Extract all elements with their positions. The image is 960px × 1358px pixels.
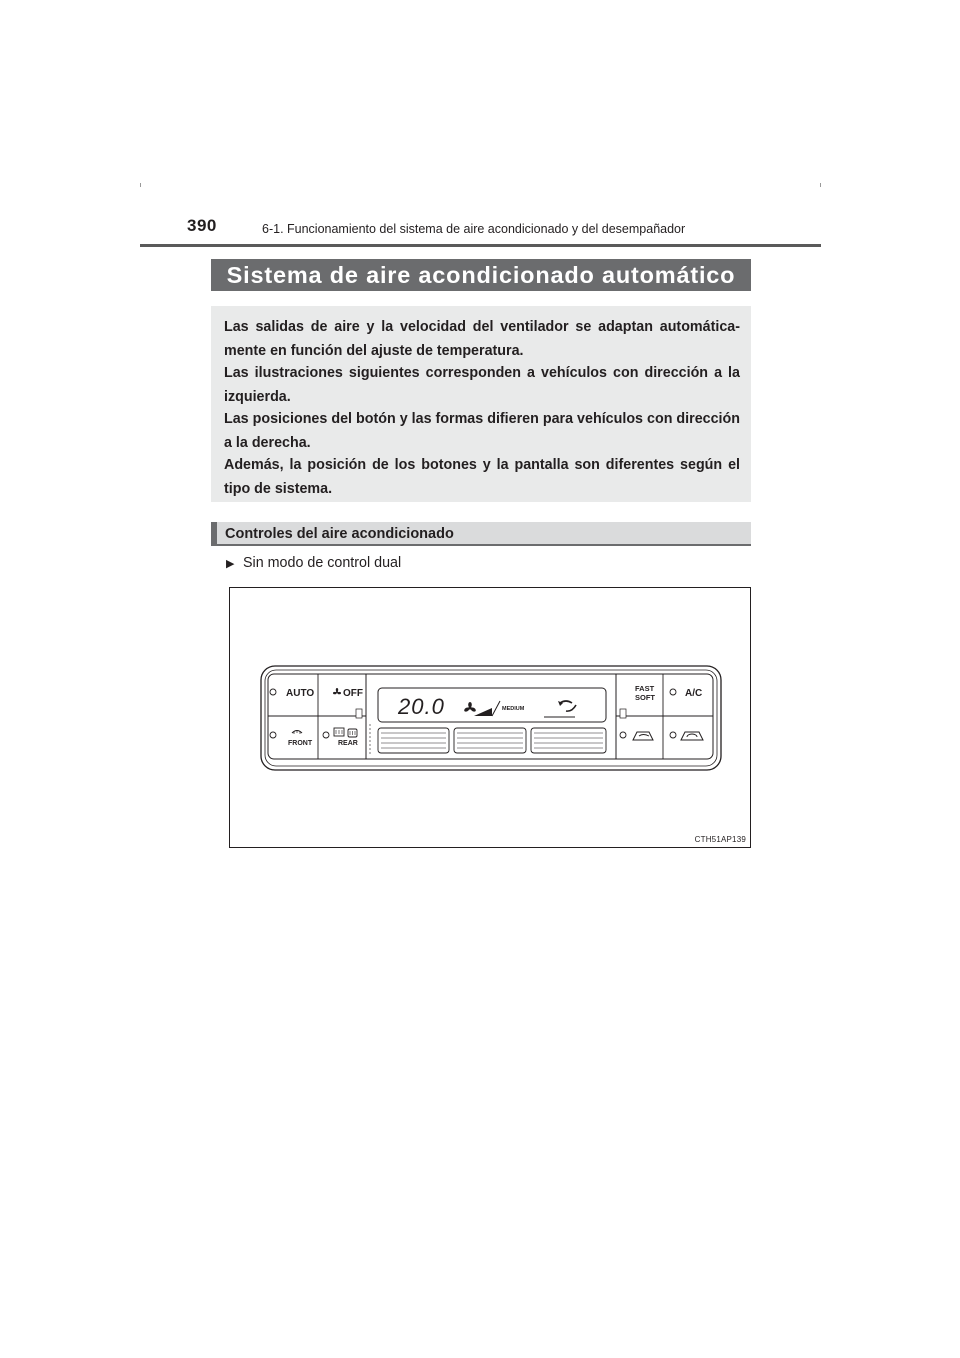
running-title: 6-1. Funcionamiento del sistema de aire acondicionado y del desempañador	[262, 222, 686, 236]
bullet-text: Sin modo de control dual	[243, 555, 402, 571]
section-title: Controles del aire acondicionado	[225, 526, 454, 542]
intro-paragraph: Las posiciones del botón y las formas difieren para vehículos con dirección a la derecha.	[224, 411, 740, 451]
climate-panel-illustration	[230, 588, 750, 847]
front-defogger-button[interactable]: FRONT	[288, 740, 313, 747]
bullet-arrow-icon: ▶	[226, 558, 235, 570]
figure-code: CTH51AP139	[694, 835, 746, 844]
rear-defogger-button[interactable]: REAR	[338, 740, 358, 747]
fast-button-label[interactable]: FAST	[635, 684, 655, 693]
intro-paragraph: Las ilustraciones siguientes corresponden a vehículos con dirección a la izquierda.	[224, 365, 740, 405]
intro-paragraph: Además, la posición de los botones y la pantalla son diferentes según el tipo de sistema.	[224, 457, 740, 497]
air-vent	[531, 728, 606, 753]
section-heading-accent	[211, 522, 217, 544]
crop-mark-right	[820, 183, 821, 187]
temperature-display: 20.0	[398, 694, 445, 719]
ac-button[interactable]: A/C	[685, 688, 703, 699]
air-vent	[378, 728, 449, 753]
page-title: Sistema de aire acondicionado automático	[211, 259, 751, 291]
soft-button-label[interactable]: SOFT	[635, 693, 655, 702]
crop-mark-left	[140, 183, 141, 187]
page-number: 390	[187, 216, 217, 235]
section-heading-rule	[211, 544, 751, 546]
intro-paragraph: Las salidas de aire y la velocidad del ventilador se adaptan automática-mente en función del ajuste de temperatura.	[224, 319, 740, 359]
auto-button[interactable]: AUTO	[286, 688, 315, 699]
fan-mode-display: MEDIUM	[502, 706, 525, 712]
header-rule	[140, 244, 821, 247]
control-panel-figure	[229, 587, 751, 848]
fan-off-button[interactable]: OFF	[343, 688, 363, 699]
air-vent	[454, 728, 526, 753]
